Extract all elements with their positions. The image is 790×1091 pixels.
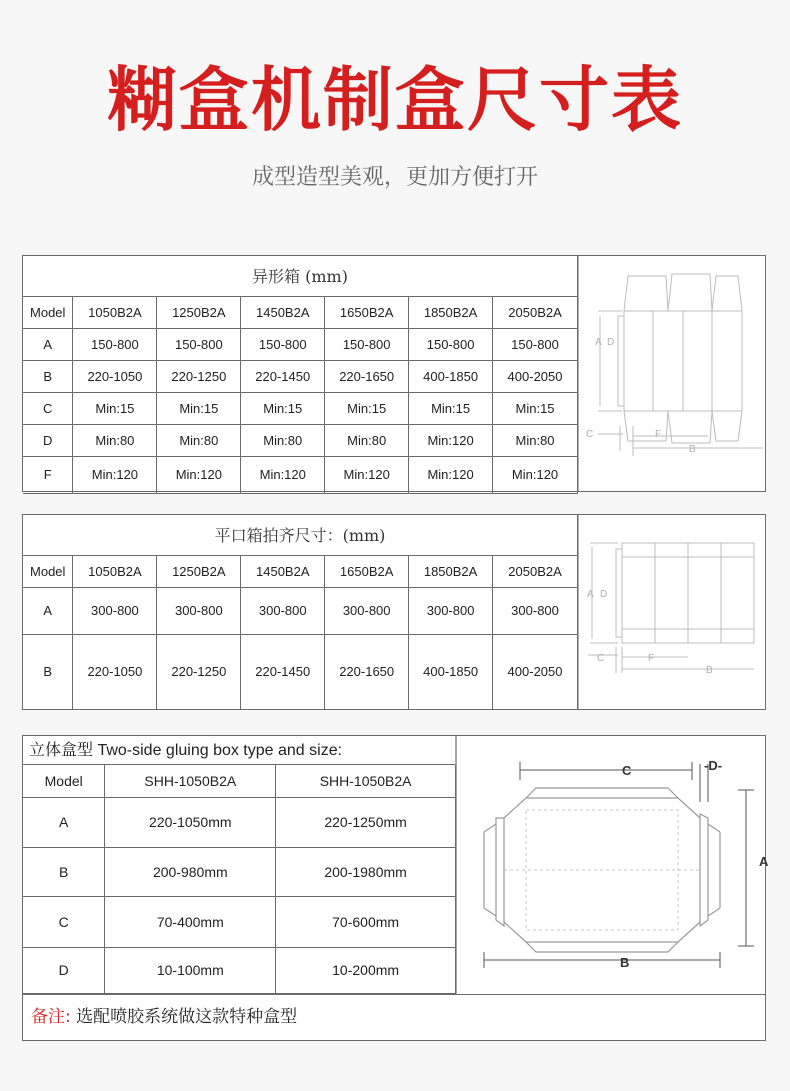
table-cell: 220-1050mm [105, 797, 276, 847]
table-cell: Min:120 [409, 424, 493, 456]
page-subtitle: 成型造型美观，更加方便打开 [251, 165, 538, 190]
table-cell: 150-800 [241, 328, 325, 360]
table-cell: 300-800 [157, 587, 241, 634]
header-cell: SHH-1050B2A [276, 765, 456, 797]
table-row [23, 896, 456, 947]
table-cell: 70-600mm [276, 896, 456, 947]
diagram-label-d: D [607, 337, 615, 348]
row-label: D [23, 424, 73, 456]
page-title: 糊盒机制盒尺寸表 [107, 59, 683, 141]
table-cell: 150-800 [157, 328, 241, 360]
diagram-label-b: B [620, 955, 630, 970]
table-cell: Min:120 [157, 456, 241, 493]
row-label: B [23, 847, 105, 896]
diagram-label-a: A [759, 854, 769, 869]
flat-box-spec-block [22, 514, 766, 710]
header-cell: 1250B2A [157, 296, 241, 328]
header-cell: 1250B2A [157, 555, 241, 587]
table-cell: Min:80 [325, 424, 409, 456]
table-cell: 300-800 [493, 587, 578, 634]
table-cell: 220-1650 [325, 360, 409, 392]
table-cell: Min:80 [73, 424, 157, 456]
table-header-row [23, 555, 578, 587]
table-cell: 200-980mm [105, 847, 276, 896]
table-caption: 平口箱拍齐尺寸：(mm) [23, 515, 578, 555]
table-cell: 220-1250 [157, 360, 241, 392]
table-cell: 220-1450 [241, 634, 325, 709]
table-row [23, 797, 456, 847]
table-header-row [23, 296, 578, 328]
diagram-label-c: C [597, 653, 605, 664]
gluing-box-table [23, 765, 456, 994]
table-cell: 300-800 [241, 587, 325, 634]
diagram-label-a: A [587, 589, 594, 600]
table-cell: 150-800 [73, 328, 157, 360]
table-cell: Min:80 [241, 424, 325, 456]
table-cell: 150-800 [493, 328, 578, 360]
diagram-label-f: F [648, 653, 655, 664]
table-caption: 立体盒型 Two-side gluing box type and size: [23, 736, 455, 765]
table-cell: Min:120 [325, 456, 409, 493]
flat-box-diagram [578, 515, 765, 709]
table-cell: 300-800 [325, 587, 409, 634]
diagram-label-a: A [595, 337, 602, 348]
table-row [23, 328, 578, 360]
diagram-label-b: B [706, 665, 713, 676]
special-box-spec-block [22, 255, 766, 492]
table-cell: Min:120 [73, 456, 157, 493]
header-cell: Model [23, 765, 105, 797]
table-cell: Min:120 [409, 456, 493, 493]
row-label: A [23, 797, 105, 847]
table-cell: 220-1450 [241, 360, 325, 392]
table-cell: 150-800 [325, 328, 409, 360]
header-cell: SHH-1050B2A [105, 765, 276, 797]
note-label: 备注: [31, 1007, 71, 1027]
header-cell: 1450B2A [241, 296, 325, 328]
note-row [23, 994, 765, 1040]
table-cell: 400-1850 [409, 360, 493, 392]
table-cell: Min:15 [73, 392, 157, 424]
gluing-box-diagram [456, 736, 769, 994]
table-row [23, 456, 578, 493]
header-cell: Model [23, 555, 73, 587]
diagram-label-c: C [622, 763, 632, 778]
header-cell: 2050B2A [493, 555, 578, 587]
table-row [23, 360, 578, 392]
row-label: C [23, 392, 73, 424]
diagram-label-d: D [600, 589, 608, 600]
diagram-label-d: -D- [704, 758, 723, 773]
table-cell: Min:15 [325, 392, 409, 424]
header-cell: 1650B2A [325, 296, 409, 328]
table-cell: Min:15 [409, 392, 493, 424]
table-cell: 220-1250mm [276, 797, 456, 847]
row-label: A [23, 587, 73, 634]
table-row [23, 587, 578, 634]
row-label: A [23, 328, 73, 360]
diagram-label-b: B [689, 444, 696, 455]
table-cell: 220-1050 [73, 634, 157, 709]
gluing-box-spec-block [22, 735, 769, 1041]
header-cell: 1850B2A [409, 555, 493, 587]
header-cell: 1050B2A [73, 296, 157, 328]
row-label: F [23, 456, 73, 493]
row-label: C [23, 896, 105, 947]
table-cell: 10-200mm [276, 947, 456, 993]
flat-box-table [23, 515, 578, 710]
table-cell: 300-800 [73, 587, 157, 634]
table-cell: 220-1650 [325, 634, 409, 709]
special-box-diagram [578, 256, 765, 491]
table-cell: Min:120 [241, 456, 325, 493]
table-row [23, 634, 578, 709]
table-cell: 400-2050 [493, 360, 578, 392]
table-caption: 异形箱 (mm) [23, 256, 578, 296]
table-cell: Min:15 [157, 392, 241, 424]
table-cell: 300-800 [409, 587, 493, 634]
table-row [23, 847, 456, 896]
row-label: D [23, 947, 105, 993]
table-row [23, 392, 578, 424]
table-cell: 10-100mm [105, 947, 276, 993]
table-row [23, 424, 578, 456]
row-label: B [23, 634, 73, 709]
header-cell: Model [23, 296, 73, 328]
special-box-table [23, 256, 578, 494]
diagram-label-f: F [655, 429, 662, 440]
table-cell: 200-1980mm [276, 847, 456, 896]
table-cell: 70-400mm [105, 896, 276, 947]
header-cell: 2050B2A [493, 296, 578, 328]
table-cell: 220-1050 [73, 360, 157, 392]
table-cell: Min:80 [157, 424, 241, 456]
row-label: B [23, 360, 73, 392]
header-cell: 1650B2A [325, 555, 409, 587]
table-cell: Min:120 [493, 456, 578, 493]
header-cell: 1450B2A [241, 555, 325, 587]
table-cell: 400-1850 [409, 634, 493, 709]
table-row [23, 947, 456, 993]
table-cell: 150-800 [409, 328, 493, 360]
table-cell: Min:15 [241, 392, 325, 424]
table-header-row [23, 765, 456, 797]
header-cell: 1850B2A [409, 296, 493, 328]
note-text: 选配喷胶系统做这款特种盒型 [76, 1007, 298, 1027]
table-cell: Min:15 [493, 392, 578, 424]
diagram-label-c: C [586, 429, 594, 440]
table-cell: 400-2050 [493, 634, 578, 709]
table-cell: 220-1250 [157, 634, 241, 709]
header-cell: 1050B2A [73, 555, 157, 587]
table-cell: Min:80 [493, 424, 578, 456]
